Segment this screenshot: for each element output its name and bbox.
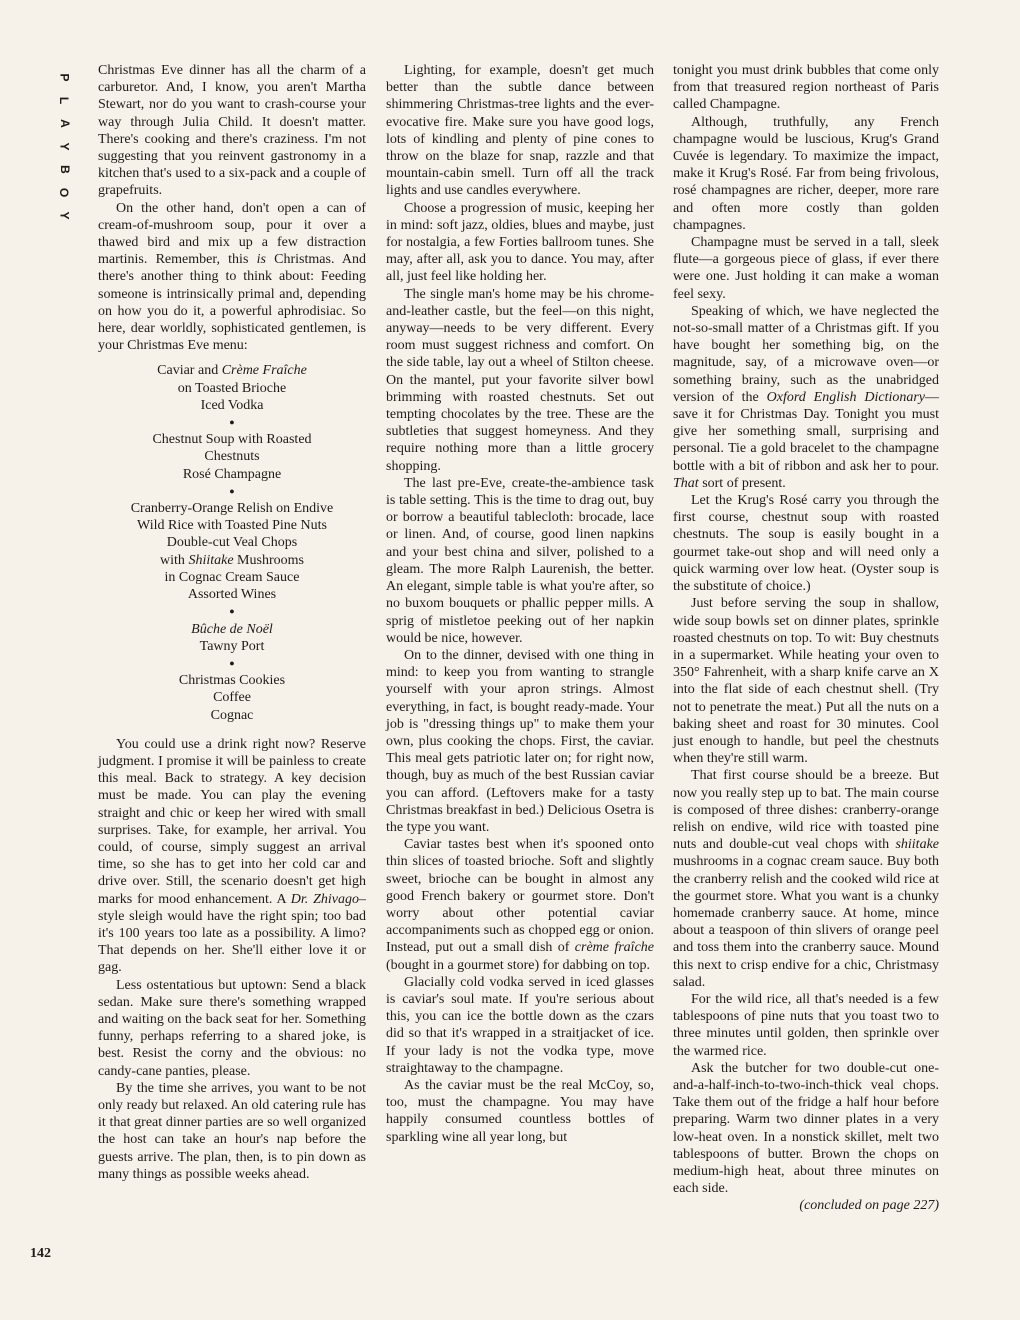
paragraph: The single man's home may be his chrome-and-leather castle, but the feel—on this night, anyway—needs to be very different. Every room must suggest richness and comfort. On the side table, lay out a wheel of Stilton cheese. On the mantel, put your favorite silver bowl brimming with roasted chestnuts. Set out tempting chocolates by the tree. These are the subtleties that suggest homeyness. And they require nothing more than a little grocery shopping. — [386, 286, 654, 474]
menu-item: Bûche de Noël — [191, 621, 273, 637]
paragraph: tonight you must drink bubbles that come only from that treasured region northeast of Paris called Champagne. — [673, 63, 939, 113]
paragraph: Lighting, for example, doesn't get much better than the subtle dance between shimmering Christmas-tree lights and the ever-evocative fire. Make sure you have good logs, lots of kindling and plenty of pine cones to throw on the blaze for snap, razzle and that mountain-cabin smell. Turn off all the track lights and use candles everywhere. — [386, 63, 654, 199]
christmas-eve-menu — [98, 362, 366, 723]
menu-item: with Shiitake Mushrooms — [160, 552, 304, 568]
article-column-3 — [673, 62, 939, 1215]
logo-letter: B — [57, 165, 72, 174]
menu-bullet: ● — [229, 485, 235, 496]
menu-item: Christmas Cookies — [178, 673, 286, 689]
article-column-2 — [386, 62, 654, 1146]
paragraph: Just before serving the soup in shallow, wide soup bowls set on dinner plates, sprinkle roasted chestnuts on top. To wit: Buy chestnuts in a supermarket. While heating your oven to 350° Fahrenheit, with a sharp knife carve an X into the flat side of each chestnut shell. (Try not to penetrate the meat.) Put all the nuts on a baking sheet and roast for 30 minutes. Cool just enough to handle, but peel the chestnuts when they're still warm. — [673, 596, 939, 767]
menu-item: Rosé Champagne — [182, 466, 282, 482]
paragraph: On the other hand, don't open a can of cream-of-mushroom soup, pour it over a thawed bird and mix up a few distraction martinis. Remember, this is Christmas. And there's another thing to think about: Feeding someone is intrinsically primal and, depending on how you do it, a powerful aphrodisiac. So here, dear worldly, sophisticated gentlemen, is your Christmas Eve menu: — [98, 200, 366, 354]
paragraph: The last pre-Eve, create-the-ambience task is table setting. This is the time to drag out, buy or borrow a beautiful tablecloth: brocade, lace or linen. And, of course, good linen napkins and your best china and silver, polished to a gleam. The more Ralph Laurenish, the better. An elegant, simple table is what you're after, so no buxom bouquets or phallic pepper mills. A sprig of mistletoe peeking out of her napkin would be nice, however. — [386, 475, 654, 646]
menu-item: Chestnut Soup with Roasted — [152, 432, 312, 448]
paragraph: By the time she arrives, you want to be not only ready but relaxed. An old catering rule has it that great dinner parties are so well organized the host can take an hour's nap before the guests arrive. The plan, then, is to pin down as many things as possible weeks ahead. — [98, 1080, 366, 1182]
menu-bullet: ● — [229, 657, 235, 668]
menu-item: Cognac — [210, 707, 254, 723]
paragraph: Let the Krug's Rosé carry you through the first course, chestnut soup with roasted chestnuts. The soup is easily bought in a gourmet take-out shop and will need only a quick warming over low heat. (Oyster soup is the substitute of choice.) — [673, 493, 939, 595]
menu-item: Coffee — [213, 690, 251, 706]
menu-item: Assorted Wines — [187, 587, 277, 603]
menu-item: Tawny Port — [199, 638, 265, 654]
paragraph: As the caviar must be the real McCoy, so, too, must the champagne. You may have happily consumed countless bottles of sparkling wine all year long, but — [386, 1077, 654, 1145]
continued-notice: (concluded on page 227) — [799, 1198, 939, 1214]
paragraph: Champagne must be served in a tall, sleek flute—a gorgeous piece of glass, if ever there were one. Just holding it can make a woman feel sexy. — [673, 235, 939, 302]
article-column-1 — [98, 62, 366, 1183]
paragraph: Less ostentatious but uptown: Send a black sedan. Make sure there's something wrapped and waiting on the back seat for her. Something funny, perhaps referring to a shared joke, is best. Resist the corny and the obvious: no candy-cane panties, please. — [98, 977, 366, 1079]
logo-letter: A — [57, 119, 72, 128]
logo-letter: P — [57, 73, 72, 82]
paragraph: You could use a drink right now? Reserve judgment. I promise it will be painless to create this meal. Back to strategy. A key decision must be made. You can play the evening straight and chic or keep her wired with small surprises. Take, for example, her arrival. You could, of course, simply suggest an arrival time, so she has to get into her cold car and drive over. Still, the scenario doesn't get high marks for mood enhancement. A Dr. Zhivago–style sleigh would have the right spin; too bad it's 100 years too late as a possibility. A limo? That depends on her. She'll either love it or gag. — [98, 736, 366, 976]
paragraph: Speaking of which, we have neglected the not-so-small matter of a Christmas gift. If you have bought her something big, on the magnitude, say, of a microwave oven—or something brainy, such as the unabridged version of the Oxford English Dictionary—save it for Christmas Day. Tonight you must give her something small, surprising and personal. Tie a gold bracelet to the champagne bottle with a bit of ribbon and ask her to pour. That sort of present. — [673, 303, 940, 491]
paragraph: Glacially cold vodka served in iced glasses is caviar's soul mate. If you're serious about this, you can ice the bottle down as the czars did so that it's wrapped in a straitjacket of ice. If your lady is not the vodka type, move straightaway to the champagne. — [386, 974, 654, 1076]
logo-letter: O — [57, 187, 72, 198]
menu-item: Double-cut Veal Chops — [166, 535, 298, 551]
paragraph: For the wild rice, all that's needed is a few tablespoons of pine nuts that you toast two to three minutes until golden, then sprinkle over the warmed rice. — [673, 991, 939, 1059]
paragraph: Although, truthfully, any French champagne would be luscious, Krug's Grand Cuvée is legendary. To maximize the impact, make it Krug's Rosé. Far from being frivolous, rosé champagnes are richer, deeper, more rare and often more costly than golden champagnes. — [673, 114, 939, 233]
magazine-logo-vertical — [46, 66, 82, 227]
logo-letter: L — [57, 96, 72, 105]
paragraph: Choose a progression of music, keeping her in mind: soft jazz, oldies, blues and maybe, just for nostalgia, a few Forties ballroom tunes. She may, after all, ask you to dance. You may, after all, just feel like holding her. — [386, 200, 654, 285]
menu-item: Chestnuts — [204, 449, 260, 465]
logo-letter: Y — [57, 211, 72, 220]
paragraph: Ask the butcher for two double-cut one-and-a-half-inch-to-two-inch-thick veal chops. Take them out of the fridge a half hour before preparing. Warm two dinner plates in a very low-heat oven. In a nonstick skillet, melt two tablespoons of butter. Brown the chops on medium-high heat, about three minutes on each side. — [673, 1060, 939, 1197]
menu-bullet: ● — [229, 606, 235, 617]
menu-item: Iced Vodka — [200, 397, 264, 413]
menu-item: Cranberry-Orange Relish on Endive — [130, 501, 334, 517]
logo-letter: Y — [57, 142, 72, 151]
menu-bullet: ● — [229, 417, 235, 428]
menu-item: Caviar and Crème Fraîche — [157, 363, 307, 379]
menu-item: in Cognac Cream Sauce — [164, 569, 300, 585]
page-number: 142 — [30, 1246, 51, 1261]
menu-item: Wild Rice with Toasted Pine Nuts — [137, 518, 327, 534]
paragraph: On to the dinner, devised with one thing in mind: to keep you from wanting to strangle yourself with your apron strings. Almost everything, in fact, is bought ready-made. Your job is "dressing things up" to make them your own, plus cooking the chops. First, the caviar. This meal gets patriotic later on; for right now, though, buy as much of the best Russian caviar you can afford. (Leftovers make for a tasty Christmas breakfast in bed.) Delicious Osetra is the type you want. — [386, 647, 654, 835]
paragraph: That first course should be a breeze. But now you really step up to bat. The main course is composed of three dishes: cranberry-orange relish on endive, wild rice with toasted pine nuts and double-cut veal chops with shiitake mushrooms in a cognac cream sauce. Buy both the cranberry relish and the cooked wild rice at the gourmet store. What you want is a chunky homemade cranberry sauce. At home, mince about a teaspoon of thin slivers of orange peel and toss them into the cranberry sauce. Mound this next to crisp endive for a chic, Christmasy salad. — [673, 768, 939, 990]
paragraph: Caviar tastes best when it's spooned onto thin slices of toasted brioche. Soft and slightly sweet, brioche can be bought in almost any good French bakery or gourmet store. Don't worry about other potential caviar accompaniments such as chopped egg or onion. Instead, put out a small dish of crème fraîche (bought in a gourmet store) for dabbing on top. — [386, 837, 654, 973]
paragraph: Christmas Eve dinner has all the charm of a carburetor. And, I know, you aren't Martha Stewart, nor do you want to crash-course your way through Julia Child. It doesn't matter. There's cooking and there's craziness. I'm not suggesting that you reinvent gastronomy in a kitchen that's used to a six-pack and a couple of grapefruits. — [98, 63, 366, 199]
menu-item: on Toasted Brioche — [177, 380, 287, 396]
